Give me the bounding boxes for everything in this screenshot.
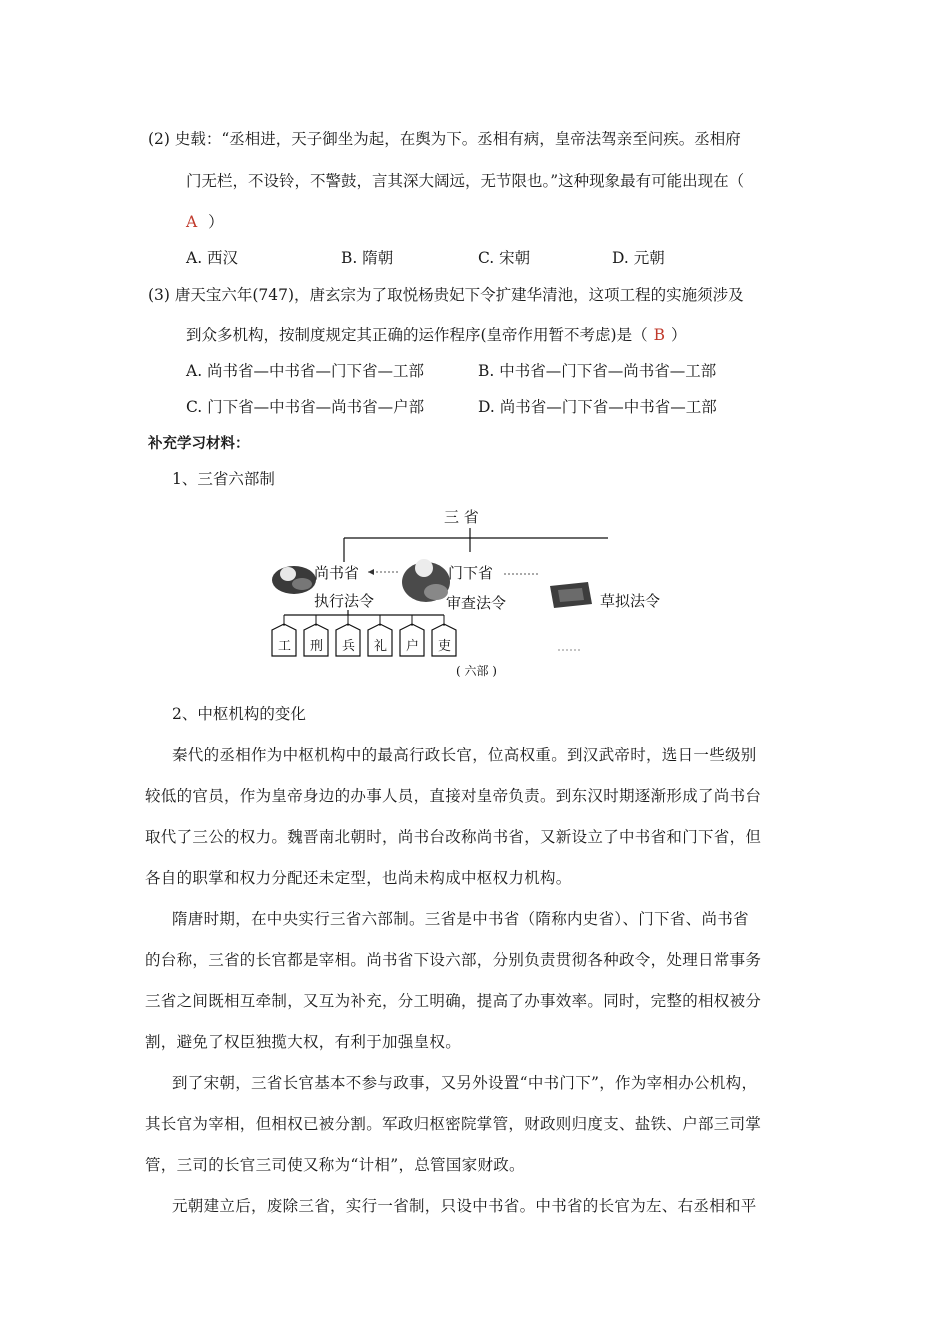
q2-option-d: D. 元朝 [612, 249, 665, 267]
diagram-title: 三 省 [444, 508, 479, 526]
q2-option-b: B. 隋朝 [341, 249, 394, 267]
diagram-footer: ( 六部 ) [456, 664, 497, 678]
para2-line4: 割，避免了权臣独揽大权，有利于加强皇权。 [145, 1033, 462, 1051]
supplement-heading: 补充学习材料： [148, 436, 250, 452]
q2-answer-line [186, 210, 224, 232]
supplement-item1: 1、三省六部制 [172, 470, 275, 488]
para2-line1: 隋唐时期，在中央实行三省六部制。三省是中书省（隋称内史省）、门下省、尚书省 [172, 910, 749, 928]
para4-line1: 元朝建立后，废除三省，实行一省制，只设中书省。中书省的长官为左、右丞相和平 [172, 1197, 757, 1215]
ministry-badge-6 [432, 624, 456, 656]
para2-line2: 的台称，三省的长官都是宰相。尚书省下设六部，分别负责贯彻各种政令，处理日常事务 [145, 951, 762, 969]
q2-option-a: A. 西汉 [186, 249, 239, 267]
ministry-badge-1 [272, 624, 296, 656]
q2-option-c: C. 宋朝 [478, 249, 531, 267]
official-figure-icon-left [272, 566, 316, 594]
diagram-shencha: 审查法令 [446, 594, 507, 612]
ministry-label-3: 兵 [342, 639, 356, 654]
ministry-label-1: 工 [278, 639, 292, 654]
q3-option-a: A. 尚书省—中书省—门下省—工部 [186, 362, 425, 380]
q2-answer: A [186, 213, 198, 231]
para1-line2: 较低的官员，作为皇帝身边的办事人员，直接对皇帝负责。到东汉时期逐渐形成了尚书台 [145, 787, 762, 805]
ministry-label-5: 户 [406, 639, 420, 654]
para2-line3: 三省之间既相互牵制，又互为补充，分工明确，提高了办事效率。同时，完整的相权被分 [145, 992, 762, 1010]
q2-line2: 门无栏，不设铃，不警鼓，言其深大阔远，无节限也。”这种现象最有可能出现在（ [186, 172, 745, 190]
diagram-shangshu: 尚书省 [314, 564, 360, 582]
ministry-badge-2 [304, 624, 328, 656]
para1-line4: 各自的职掌和权力分配还未定型，也尚未构成中枢权力机构。 [145, 869, 572, 887]
q2-close: ） [208, 213, 224, 231]
q2-line1: (2) 史载：“丞相进，天子御坐为起，在舆为下。丞相有病，皇帝法驾亲至问疾。丞相府 [148, 130, 741, 148]
supplement-item2: 2、中枢机构的变化 [172, 705, 306, 723]
para3-line2: 其长官为宰相，但相权已被分割。军政归枢密院掌管，财政则归度支、盐铁、户部三司掌 [145, 1115, 762, 1133]
para3-line1: 到了宋朝，三省长官基本不参与政事，又另外设置“中书门下”，作为宰相办公机构， [172, 1074, 758, 1092]
q3-line1: (3) 唐天宝六年(747)，唐玄宗为了取悦杨贵妃下令扩建华清池，这项工程的实施须涉及 [148, 286, 744, 304]
ministry-badge-4 [368, 624, 392, 656]
q3-option-c: C. 门下省—中书省—尚书省—户部 [186, 398, 425, 416]
q3-option-d: D. 尚书省—门下省—中书省—工部 [478, 398, 717, 416]
three-departments-diagram [268, 500, 661, 678]
para1-line1: 秦代的丞相作为中枢机构中的最高行政长官，位高权重。到汉武帝时，选日一些级别 [172, 746, 757, 764]
diagram-menxia: 门下省 [448, 564, 494, 582]
ministry-badge-3 [336, 624, 360, 656]
official-figure-icon-right [550, 582, 592, 608]
official-figure-icon-middle [402, 559, 450, 602]
arrow-head-1 [368, 569, 374, 575]
q3-line2-wrap [186, 323, 687, 345]
ministry-badge-5 [400, 624, 424, 656]
q3-close: ） [671, 326, 687, 344]
para3-line3: 管，三司的长官三司使又称为“计相”，总管国家财政。 [145, 1156, 525, 1174]
q3-option-b: B. 中书省—门下省—尚书省—工部 [478, 362, 717, 380]
ministry-label-4: 礼 [374, 639, 388, 654]
diagram-caoni: 草拟法令 [600, 592, 661, 610]
q3-line2: 到众多机构，按制度规定其正确的运作程序(皇帝作用暂不考虑)是（ [186, 326, 648, 344]
ministry-label-6: 吏 [438, 639, 452, 654]
ministry-label-2: 刑 [310, 639, 324, 654]
para1-line3: 取代了三公的权力。魏晋南北朝时，尚书台改称尚书省，又新设立了中书省和门下省，但 [145, 828, 762, 846]
q3-answer: B [653, 326, 665, 344]
diagram-zhixing: 执行法令 [314, 592, 375, 610]
